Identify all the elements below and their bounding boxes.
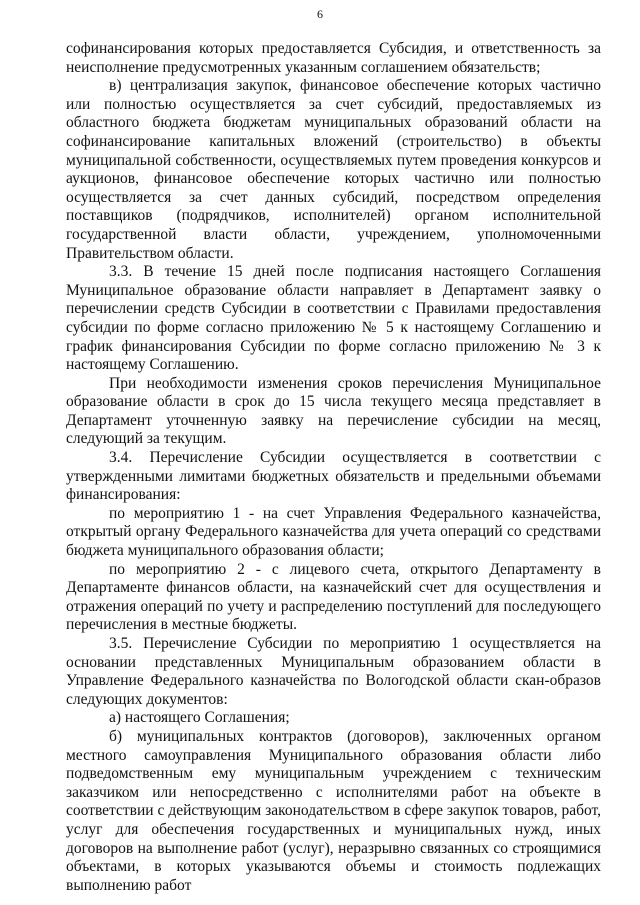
paragraph-measure-2: по мероприятию 2 - с лицевого счета, открытого Департаменту в Департаменте финансов области, на казначейский счет для осуществления и отражения операций по учету и распределению поступлений для последующего перечисления в местные бюджеты. xyxy=(66,560,601,634)
document-body xyxy=(66,40,601,895)
paragraph-3-4: 3.4. Перечисление Субсидии осуществляется в соответствии с утвержденными лимитами бюджетных обязательств и предельными объемами финансирования: xyxy=(66,449,601,504)
list-item-b: б) муниципальных контрактов (договоров), заключенных органом местного самоуправления Муниципального образования области либо подведомственным ему муниципальным учреждением с техническим заказчиком или непосредственно с исполнителями работ на объекте в соответствии с действующим законодательством в сфере закупок товаров, работ, услуг для обеспечения государственных и муниципальных нужд, иных договоров на выполнение работ (услуг), неразрывно связанных со строящимися объектами, в которых указываются объемы и стоимость подлежащих выполнению работ xyxy=(66,727,601,894)
paragraph-3-3: 3.3. В течение 15 дней после подписания настоящего Соглашения Муниципальное образование области направляет в Департамент заявку о перечислении средств Субсидии в соответствии с Правилами предоставления субсидии по форме согласно приложению № 5 к настоящему Соглашению и график финансирования Субсидии по форме согласно приложению № 3 к настоящему Соглашению. xyxy=(66,263,601,374)
paragraph-term-change: При необходимости изменения сроков перечисления Муниципальное образование области в срок до 15 числа текущего месяца представляет в Департамент уточненную заявку на перечисление субсидии на месяц, следующий за текущим. xyxy=(66,374,601,448)
paragraph-continuation: софинансирования которых предоставляется Субсидия, и ответственность за неисполнение предусмотренных указанным соглашением обязательств; xyxy=(66,40,601,76)
list-item-a: а) настоящего Соглашения; xyxy=(109,709,290,727)
paragraph-measure-1: по мероприятию 1 - на счет Управления Федерального казначейства, открытый органу Федерального казначейства для учета операций со средствами бюджета муниципального образования области; xyxy=(66,504,601,560)
page-number: 6 xyxy=(317,7,323,21)
paragraph-centralization-of-purchases: в) централизация закупок, финансовое обеспечение которых частично или полностью осуществляется за счет субсидий, предоставляемых из областного бюджета бюджетам муниципальных образований области на софинансирование капитальных вложений (строительство) в объекты муниципальной собственности, осуществляемых путем проведения конкурсов и аукционов, финансовое обеспечение которых частично или полностью осуществляется за счет данных субсидий, посредством определения поставщиков (подрядчиков, исполнителей) органом исполнительной государственной власти области, учреждением, уполномоченными Правительством области. xyxy=(66,77,601,262)
paragraph-3-5: 3.5. Перечисление Субсидии по мероприятию 1 осуществляется на основании представленных Муниципальным образованием области в Управление Федерального казначейства по Вологодской области скан-образов следующих документов: xyxy=(66,635,601,708)
